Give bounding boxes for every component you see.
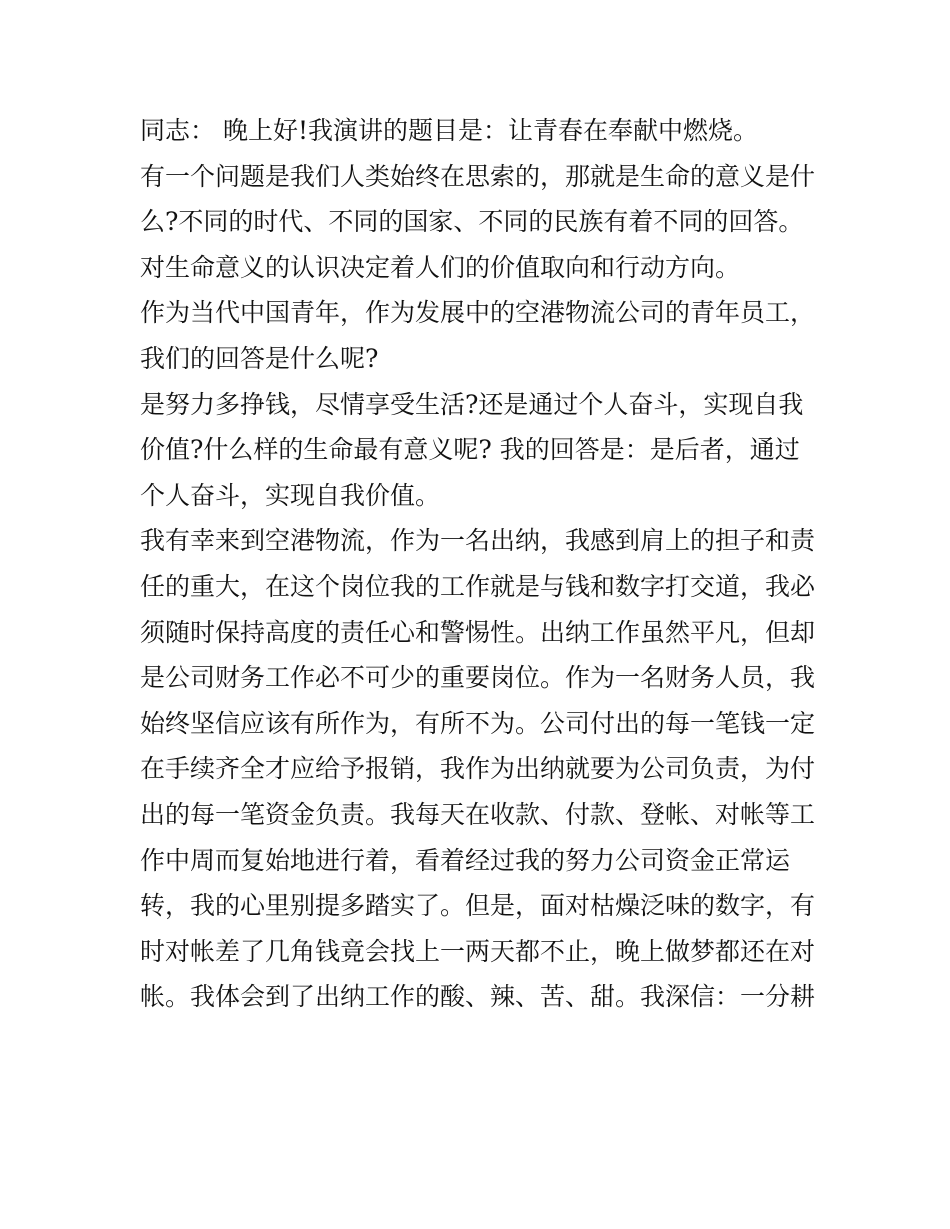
text-line: 帐。我体会到了出纳工作的酸、辣、苦、甜。我深信：一分耕 xyxy=(140,982,816,1012)
text-line: 时对帐差了几角钱竟会找上一两天都不止，晚上做梦都还在对 xyxy=(140,936,816,966)
text-line: 么?不同的时代、不同的国家、不同的民族有着不同的回答。 xyxy=(140,207,804,237)
text-line: 在手续齐全才应给予报销，我作为出纳就要为公司负责，为付 xyxy=(140,754,816,784)
text-line: 是努力多挣钱，尽情享受生活?还是通过个人奋斗，实现自我 xyxy=(140,389,804,419)
text-line: 我们的回答是什么呢? xyxy=(140,343,379,373)
text-line: 须随时保持高度的责任心和警惕性。出纳工作虽然平凡，但却 xyxy=(140,617,816,647)
text-line: 对生命意义的认识决定着人们的价值取向和行动方向。 xyxy=(140,252,741,282)
text-line: 个人奋斗，实现自我价值。 xyxy=(140,480,441,510)
text-line: 作中周而复始地进行着，看着经过我的努力公司资金正常运 xyxy=(140,845,791,875)
text-line: 我有幸来到空港物流，作为一名出纳，我感到肩上的担子和责 xyxy=(140,526,816,556)
speech-text xyxy=(140,108,820,1020)
text-line: 有一个问题是我们人类始终在思索的，那就是生命的意义是什 xyxy=(140,161,816,191)
text-line: 作为当代中国青年，作为发展中的空港物流公司的青年员工， xyxy=(140,298,816,328)
text-line: 转，我的心里别提多踏实了。但是，面对枯燥泛味的数字，有 xyxy=(140,891,816,921)
text-line: 价值?什么样的生命最有意义呢? 我的回答是：是后者，通过 xyxy=(140,435,800,465)
text-line: 同志： 晚上好!我演讲的题目是：让青春在奉献中燃烧。 xyxy=(140,116,758,145)
text-line: 出的每一笔资金负责。我每天在收款、付款、登帐、对帐等工 xyxy=(140,799,816,829)
text-line: 始终坚信应该有所作为，有所不为。公司付出的每一笔钱一定 xyxy=(140,708,816,738)
text-line: 是公司财务工作必不可少的重要岗位。作为一名财务人员，我 xyxy=(140,663,816,693)
text-line: 任的重大，在这个岗位我的工作就是与钱和数字打交道，我必 xyxy=(140,571,816,601)
